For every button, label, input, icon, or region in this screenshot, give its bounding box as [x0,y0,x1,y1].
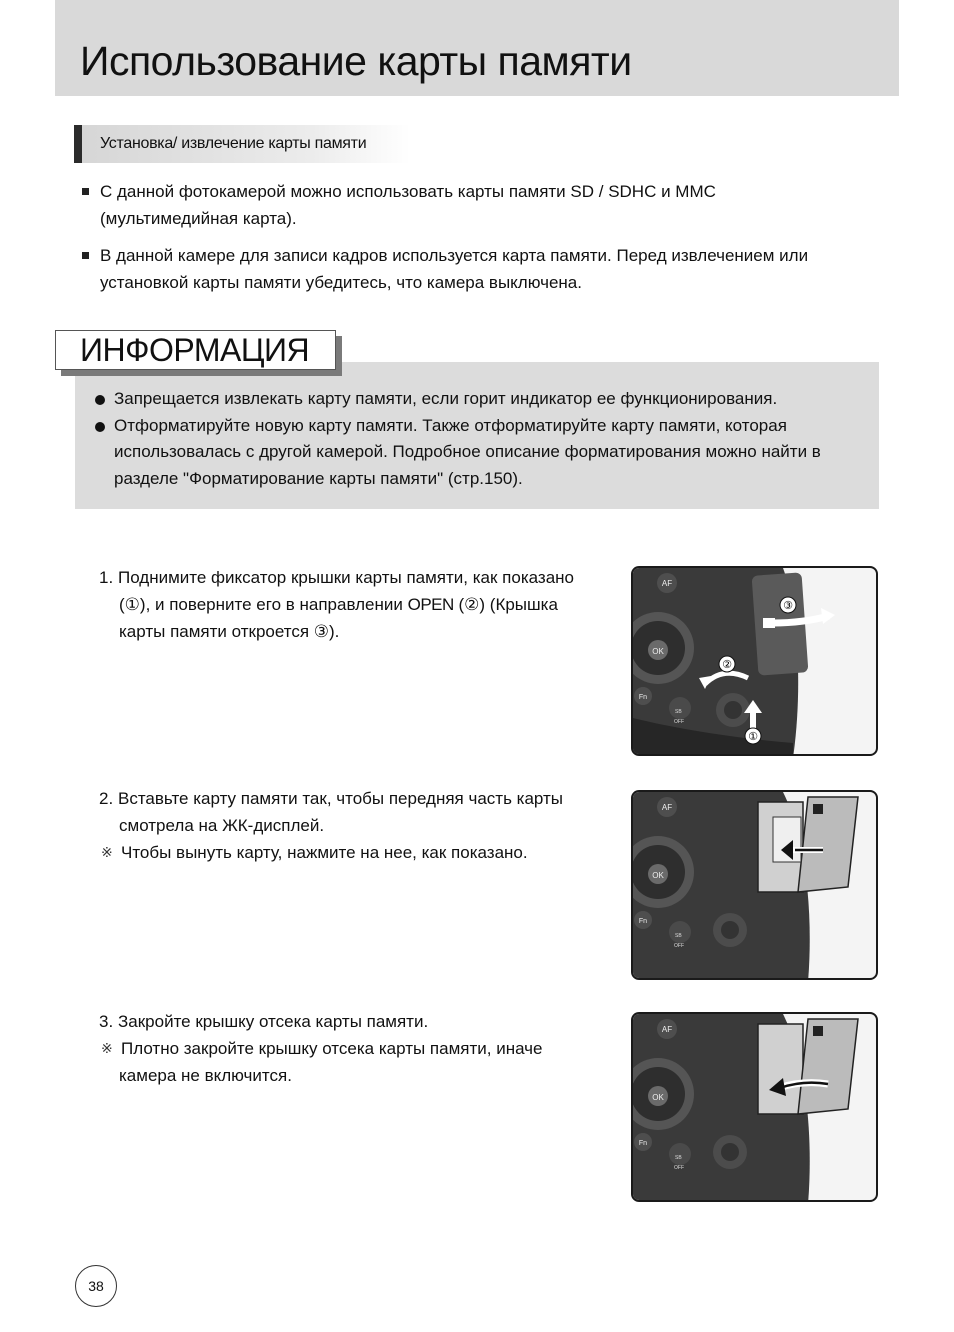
bullet-text-line: С данной фотокамерой можно использовать карты памяти SD / SDHC и MMC [100,182,716,201]
off-label: OFF [674,943,684,949]
step-line [99,785,609,812]
page-title: Использование карты памяти [80,38,632,84]
camera-illustration [633,792,878,980]
note-text: Чтобы вынуть карту, нажмите на нее, как показано. [121,843,528,862]
af-button-label: AF [661,803,673,812]
bullet-text-line: В данной камере для записи кадров используется карта памяти. Перед извлечением или [100,246,809,265]
square-bullet-icon [82,188,89,195]
step-text: Закройте крышку отсека карты памяти. [118,1012,429,1031]
bullet-text-line: установкой карты памяти убедитесь, что камера выключена. [100,273,582,292]
ok-button-label: OK [652,871,664,880]
fn-button-label: Fn [638,1140,648,1147]
sb-label: SB [675,1155,682,1161]
step-1 [99,564,609,645]
step-number: 3. [99,1012,114,1031]
info-text-line: Отформатируйте новую карту памяти. Также отформатируйте карту памяти, которая [114,415,787,435]
figure-insert-card [631,790,878,980]
reference-mark-icon: ※ [101,844,113,860]
step-line: смотрела на ЖК-дисплей. [119,816,325,835]
step-line: карты памяти откроется ③). [119,622,340,641]
figure-open-card-cover [631,566,878,756]
step-number: 2. [99,789,114,808]
fn-button-label: Fn [638,694,648,701]
info-text-line: Запрещается извлекать карту памяти, если горит индикатор ее функционирования. [114,389,778,408]
square-bullet-icon [82,252,89,259]
note-text: Плотно закройте крышку отсека карты памяти, иначе [121,1039,543,1058]
callout-1-label: ① [748,730,758,743]
off-label: OFF [674,719,684,725]
info-text-line: разделе "Форматирование карты памяти" (стр.150). [114,468,523,488]
camera-illustration [633,568,878,756]
info-item-1 [95,386,865,413]
step-3 [99,1008,609,1089]
intro-bullet-1 [82,178,872,232]
info-text-line: использовалась с другой камерой. Подробное описание форматирования можно найти в [114,442,821,461]
note-text: камера не включится. [119,1066,292,1085]
step-note [99,839,609,866]
step-text: Поднимите фиксатор крышки карты памяти, как показано [118,568,574,587]
figure-close-cover [631,1012,878,1202]
step-text: (②) (Крышка [453,595,558,614]
off-label: OFF [674,1165,684,1171]
section-heading-box [74,125,410,163]
step-line [99,591,609,618]
reference-mark-icon: ※ [101,1040,113,1056]
camera-illustration [633,1014,878,1202]
callout-2-label: ② [722,658,732,671]
step-line [99,1008,609,1035]
info-items [95,386,865,492]
info-item-2 [95,413,865,493]
sb-label: SB [675,933,682,939]
step-number: 1. [99,568,114,587]
af-button-label: AF [661,1025,673,1034]
ok-button-label: OK [652,647,664,656]
step-text: Вставьте карту памяти так, чтобы передняя часть карты [118,789,564,808]
step-text: (①), и поверните его в направлении [119,595,408,614]
page-title-bar [55,0,899,96]
page-number: 38 [75,1265,117,1307]
fn-button-label: Fn [638,918,648,925]
section-heading: Установка/ извлечение карты памяти [100,135,367,152]
step-line [99,564,609,591]
intro-bullet-2 [82,242,872,296]
step-2 [99,785,609,866]
af-button-label: AF [661,579,673,588]
step-note [99,1035,609,1062]
bullet-text-line: (мультимедийная карта). [100,209,297,228]
sb-label: SB [675,709,682,715]
round-bullet-icon [95,395,105,405]
callout-3-label: ③ [783,599,793,612]
intro-bullets [82,178,872,306]
open-label: OPEN [407,595,454,614]
info-title-tab [55,330,336,370]
round-bullet-icon [95,422,105,432]
ok-button-label: OK [652,1093,664,1102]
info-title: ИНФОРМАЦИЯ [80,332,310,368]
